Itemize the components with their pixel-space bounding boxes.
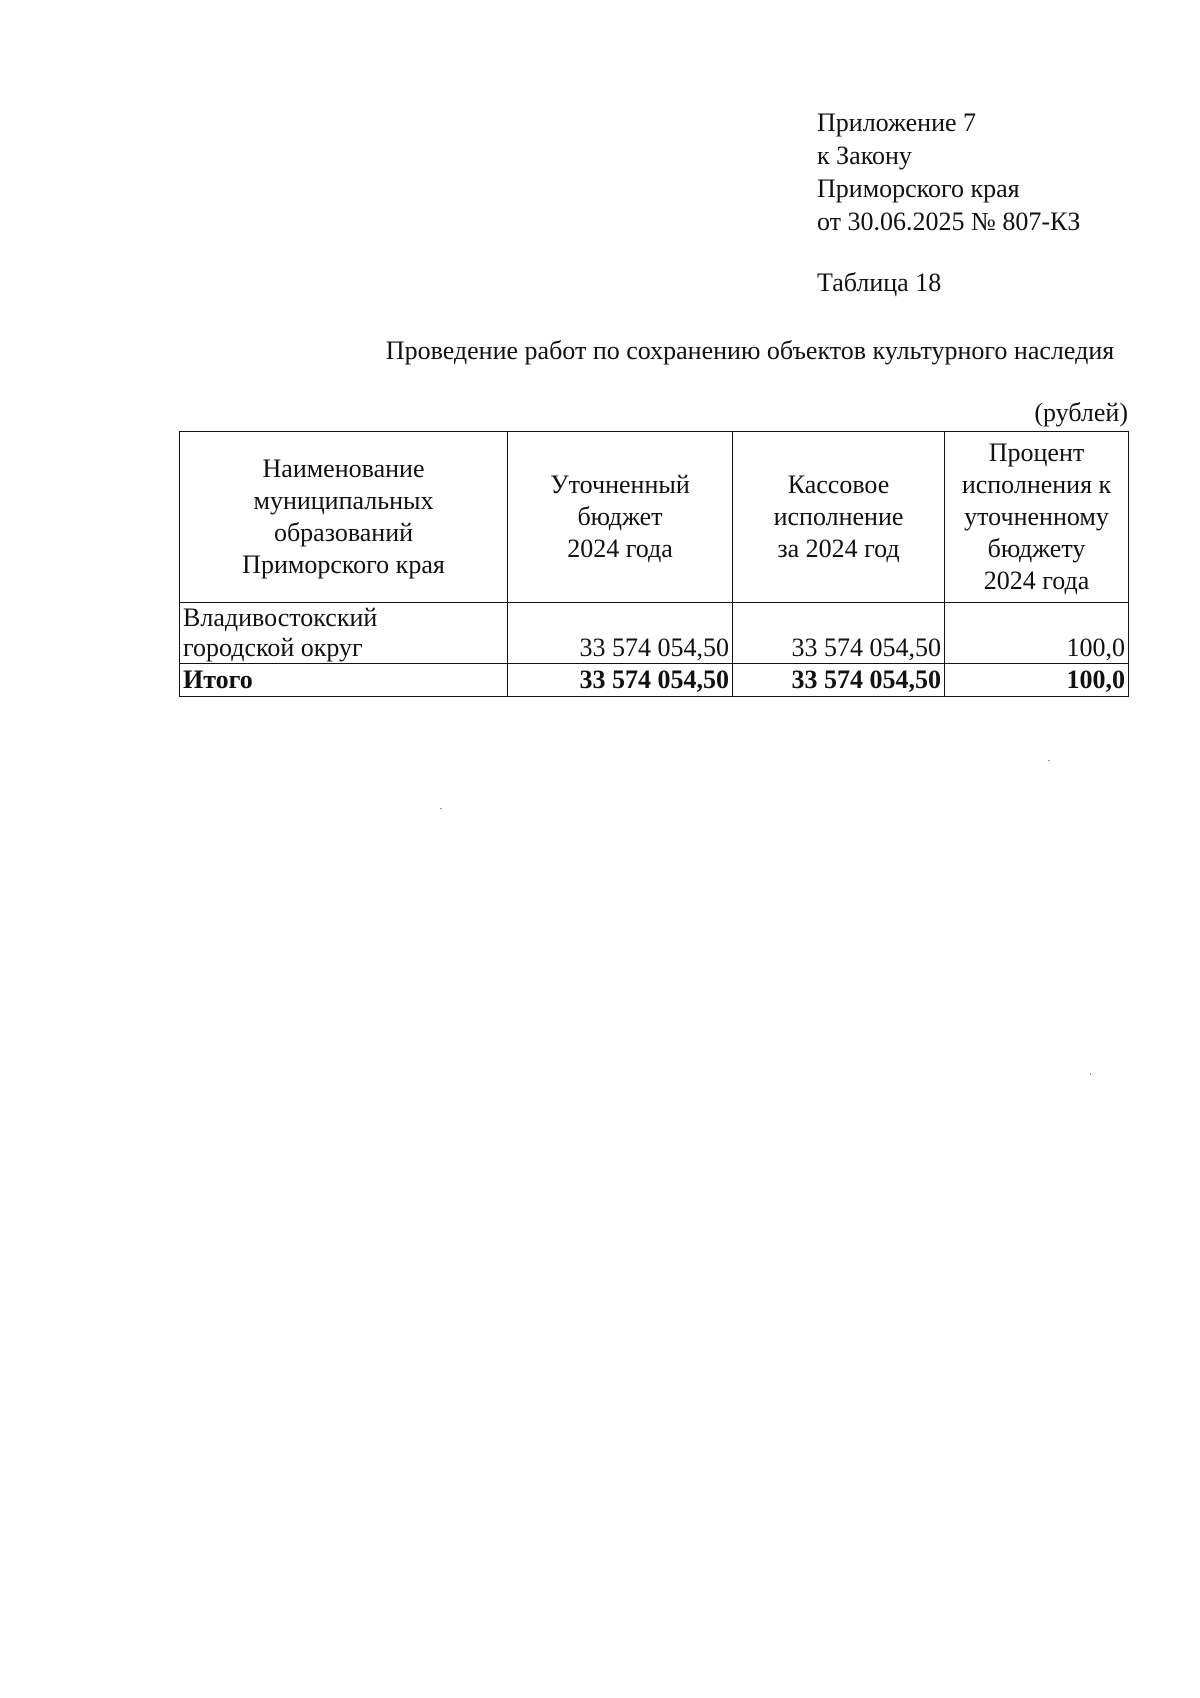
header-line: Процент [988,438,1085,467]
scan-speck [440,808,442,809]
attachment-block [817,106,1080,238]
table-header-row [180,432,1129,603]
total-row [180,664,1129,697]
total-label-cell: Итого [180,664,508,697]
municipality-name-line: городской округ [183,633,363,662]
attachment-line: от 30.06.2025 № 807-КЗ [817,207,1081,236]
header-line: Уточненный [550,470,690,499]
header-line: 2024 года [567,534,673,563]
municipality-name-line: Владивостокский [183,603,378,632]
total-execution-cell: 33 574 054,50 [733,664,945,697]
header-line: 2024 года [983,566,1090,595]
execution-cell: 33 574 054,50 [733,603,945,664]
percent-cell: 100,0 [945,603,1129,664]
attachment-line: к Закону [817,141,912,170]
column-header-municipality [180,432,508,603]
header-line: исполнение [773,502,904,531]
header-line: бюджету [987,534,1086,563]
document-title [150,336,1200,366]
header-line: уточненному [964,502,1109,531]
header-line: муниципальных [253,486,434,515]
total-budget-cell: 33 574 054,50 [508,664,733,697]
column-header-execution [733,432,945,603]
header-line: образований [273,518,414,547]
municipality-name-cell [180,603,508,664]
column-header-percent [945,432,1129,603]
scan-speck [1048,760,1050,761]
attachment-line: Приморского края [817,174,1020,203]
header-line: Приморского края [242,550,445,579]
budget-table [179,431,1129,697]
table-row [180,603,1129,664]
header-line: Кассовое [787,470,890,499]
scan-speck [1090,1073,1091,1075]
column-header-budget [508,432,733,603]
header-line: исполнения к [961,470,1112,499]
header-line: за 2024 год [777,534,900,563]
header-line: бюджет [577,502,663,531]
total-percent-cell: 100,0 [945,664,1129,697]
document-title-text: Проведение работ по сохранению объектов культурного наследия [385,336,1115,365]
attachment-line: Приложение 7 [817,108,977,137]
budget-cell: 33 574 054,50 [508,603,733,664]
header-line: Наименование [262,454,425,483]
units-label: (рублей) [1034,398,1128,427]
table-number: Таблица 18 [817,268,942,297]
